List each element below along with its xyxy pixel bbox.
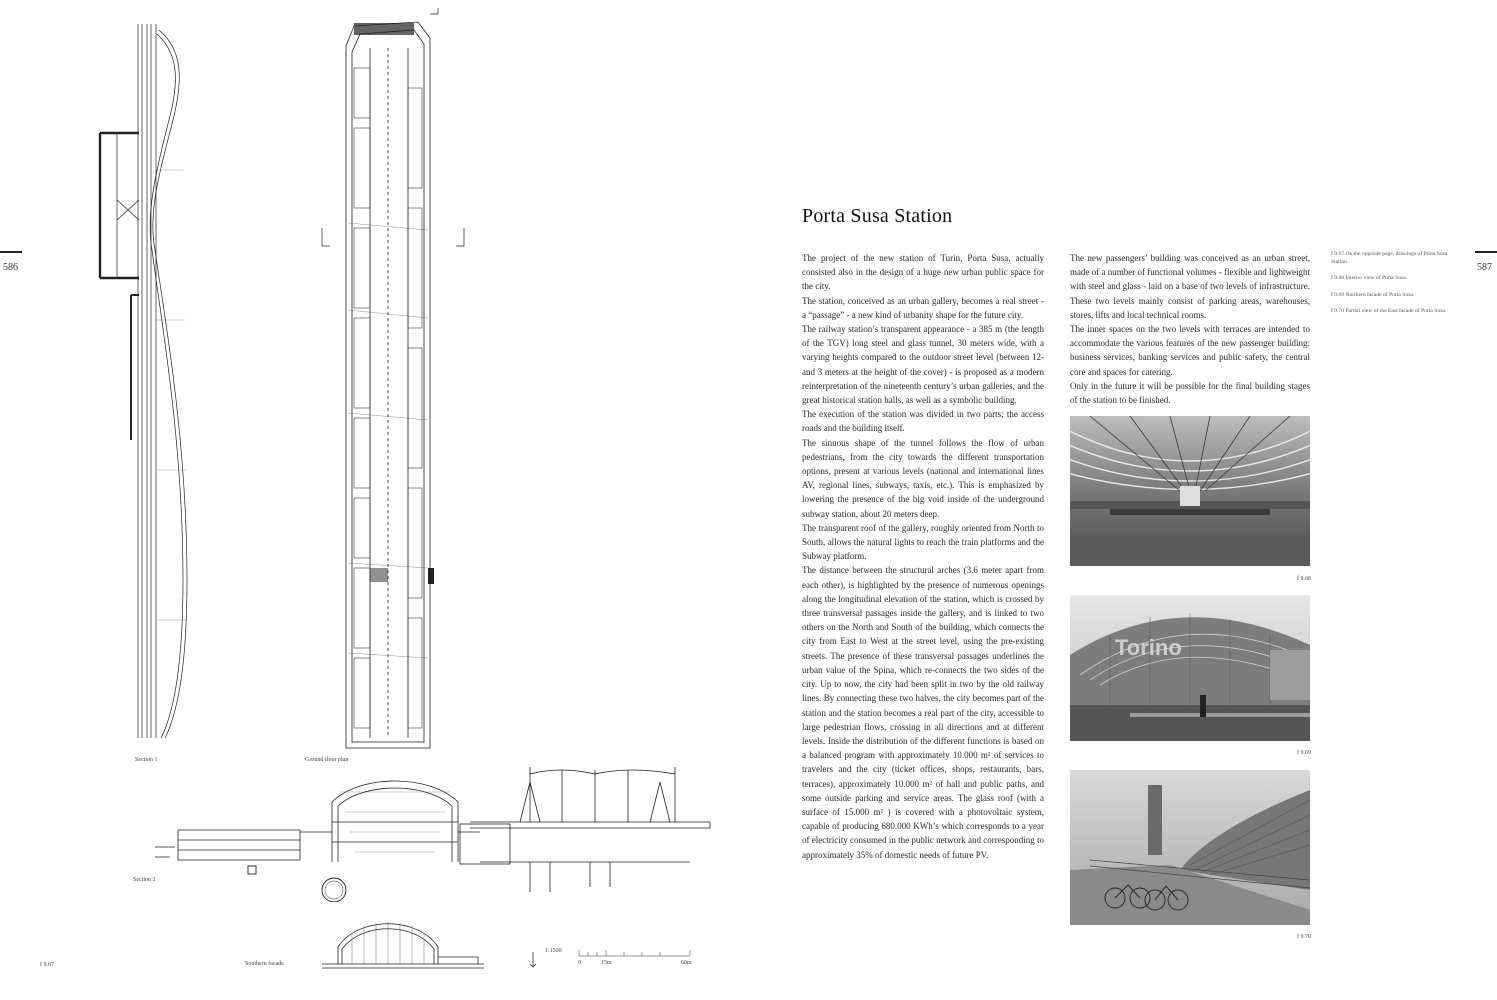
scale-bar (578, 948, 696, 958)
photo-east-facade (1070, 770, 1310, 925)
sidenote: f 9.69 Northern facade of Porta Susa. (1331, 291, 1415, 298)
paragraph: The project of the new station of Turin, Porta Susa, actually consisted also in the design of a huge new urban public space for the city. (802, 253, 1044, 292)
section2-label: Section 2 (133, 877, 156, 883)
photo-caption-969: f 9.69 (1297, 750, 1311, 756)
paragraph: The transparent roof of the gallery, roughly oriented from North to South, allows the natural lights to reach the train platforms and the Subway platform. (802, 522, 1044, 562)
sidenote: f 9.68 Interior view of Porta Susa. (1331, 275, 1408, 281)
paragraph: Only in the future it will be possible for the final building stages of the station to be finished. (1070, 380, 1310, 406)
article-column-2 (1070, 251, 1310, 407)
scale-tick-0: 0 (578, 960, 581, 966)
left-page-number: 586 (3, 262, 18, 273)
right-page-marker (1475, 251, 1497, 253)
paragraph: The new passengers’ building was conceived as an urban street, made of a number of functional volumes - flexible and lightweight with steel and glass - laid on a base of two levels of infrastructure. These two levels mainly consist of parking areas, warehouses, stores, lifts and local technical rooms. (1070, 253, 1310, 320)
photo-northern-facade (1070, 595, 1310, 741)
paragraph: The distance between the structural arches (3.6 meter apart from each other), is highlighted by the presence of numerous openings along the longitudinal elevation of the station, which is crossed by three transversal passages inside the gallery, and is linked to two others on the North and South of the building, which connects the city from East to West at the street level, using the pre-existing streets. The presence of these transversal passages underlines the urban value of the Spina, which re-connects the two sides of the city. Up to now, the city had been split in two by the old railway lines. By connecting these two halves, the city becomes part of the station and the station becomes a real part of the city, accessible to large pedestrian flows, crossing in all directions and at different levels. Inside the distribution of the different functions is based on a balanced program with approximately 10.000 m² of services to travelers and the city (ticket offices, shops, restaurants, bars, terraces), approximately 10.000 m² of hall and public paths, and some outside parking and service areas. The glass roof (with a surface of 15.000 m² ) is covered with a photovoltaic system, capable of producing 680.000 KWh’s which corresponds to a year of electricity consumed in the public network and corresponding to approximately 35% of domestic needs of future PV. (802, 565, 1044, 860)
section1-drawing (95, 20, 195, 748)
southern-facade-drawing (318, 912, 488, 970)
photo-interior (1070, 416, 1310, 566)
ground-floor-plan-drawing (318, 8, 468, 760)
article-title: Porta Susa Station (802, 205, 953, 227)
left-page-marker (0, 251, 22, 253)
paragraph: The execution of the station was divided in two parts; the access roads and the building itself. (802, 409, 1044, 434)
southern-facade-label: Southern facade (245, 961, 284, 967)
section2-drawing (150, 762, 720, 902)
sidenote: f 9.70 Partial view of the East facade of Porta Susa. (1331, 308, 1447, 314)
photo-caption-970: f 9.70 (1297, 934, 1311, 940)
ground-plan-label: Ground floor plan (305, 757, 349, 763)
sidenote: f 9.67 On the opposite page, drawings of Porta Susa Station. (1331, 251, 1448, 265)
section1-label: Section 1 (135, 757, 158, 763)
paragraph: The railway station’s transparent appearance - a 385 m (the length of the TGV) long steel and glass tunnel, 30 meters wide, with a varying heights compared to the outdoor street level (between 12- and 3 meters at the height of the cover) - is proposed as a modern reinterpretation of the nineteenth century’s urban galleries, and the great historical station halls, as well as a symbolic building. (802, 324, 1044, 406)
photo-caption-968: f 9.68 (1297, 576, 1311, 582)
right-page-number: 587 (1477, 262, 1492, 273)
article-column-1 (802, 251, 1044, 862)
paragraph: The sinuous shape of the tunnel follows the flow of urban pedestrians, from the city towards the different transportation options, present at various levels (national and international lines AV, regional lines, subways, taxis, etc.). This is emphasized by lowering the presence of the big void inside of the underground subway station, about 20 meters deep. (802, 437, 1044, 519)
scale-tick-60: 60m (681, 960, 692, 966)
paragraph: The station, conceived as an urban gallery, becomes a real street - a “passage” - a new kind of urbanity shape for the future city. (802, 295, 1044, 320)
figure-label-left: f 9.67 (40, 962, 54, 968)
scale-tick-15: 15m (601, 960, 612, 966)
north-arrow-icon (528, 950, 538, 968)
photo-sign-text: Torino (1115, 635, 1182, 660)
sidenotes (1331, 251, 1463, 325)
scale-ratio: 1:1500 (545, 948, 562, 954)
paragraph: The inner spaces on the two levels with terraces are intended to accommodate the various features of the new passenger building: business services, banking services and public safety, the central core and spaces for catering. (1070, 324, 1310, 377)
